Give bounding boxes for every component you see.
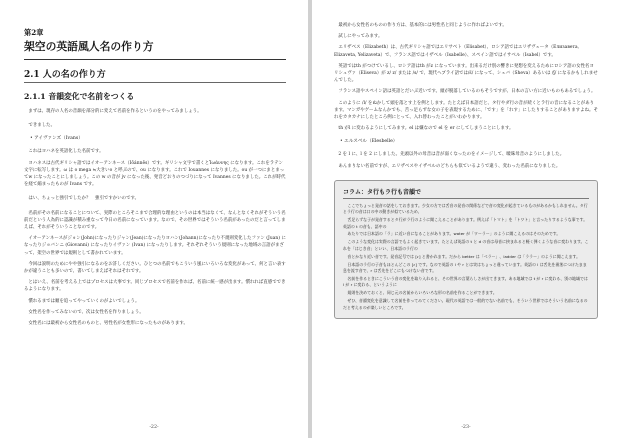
paragraph: まずは、現存の人名の音韻を部分的に変えて名前を作るというのをやってみましょう。 [28,109,202,114]
column-line: ここでちょっと発音の話をしておきます。少女の方では舌音の発音の関係などで音の変化が起きているものがあるかもしれません。タ行とラ行の音は口の中の動きが似ているため、 [343,202,588,215]
paragraph: 女性名を作ってみないので、次は女性名を作りましょう。 [28,309,144,315]
paragraph: 英語ではth がつけているし、ロシア語はth がz になっています。出来るだけ別の響きに発想を変えるためにロシア語の女性名ヨリシュヴァ（Eliseva）が z/ z/ または /s/ で、現代ヘブライ語では/ś/ になって、シェバ（Sheva）あるいは /ʃ/ になるかもしれませんでした。 [334,63,598,84]
column-line: 日本語のラ行の子音もほとんどこの [ɾ] です。なので英語の l や r とは実はちょっと違っています。英語の l は舌先を歯茎につけたまま息を流す音で、r は舌先をどこにもつけない音です。 [343,261,587,273]
paragraph: ヨハネスは古代ギリシャ語ではイオーアンネース（Iōánnēs）です。ギリシャ文字で書くとἸωάννης になります。これをラテン文字に転写します。ω は o mega ≒大きいo と呼ぶので、ou になります。これで Iouannes になりました。ou が一つにまとまってw になったことにしましょう。この w の音が jv になった後、発音どおりのつづりになって Ivannes になりました。これが時代を経て縮まったものが Ivans です。 [24,160,286,188]
paragraph: このように /l/ をぬかして頭を落とす上を例とします。たとえば日本語だと、タ行やダ行の音が続くとラ行の音になることがあります。マンガやゲームなんかでも、舌っ足らずな女の子を表現するために、「です」を「れす」にしたりすることがありますよね。それをカタカナにしたところ例にとって、入れ替わったことがいわかります。 [334,100,598,121]
paragraph: 女性名には最初から女性名のものと、男性名が女性形になったものがあります。 [28,321,188,327]
column-box [334,180,598,320]
paragraph: 名前がその名前になることについて、実際のところそこまで合理的な理由というのは本当はなくて、なんとなくそれがそういう名前だという人為的に認識が積み重なって今日の名前になっています。なので、その世界ではそういう名前があったのだと言ってしまえば、それがそういうことなのです。 [24,210,286,231]
section-rule [24,82,286,83]
column-rule [343,198,589,199]
paragraph: これはヨハネを英語化した名前です。 [28,149,104,155]
column-title: コラム：タ行もラ行も音韻で [343,188,421,196]
paragraph: はい、ちょっと強引でしたか？ 強引ですかいのです。 [28,196,140,202]
paragraph: イオーアンネースがジョン(John)になったりジャン(Jean)になったりヨハン(Johann)になったり不規則変化したファン (Juan) になったりジョバンニ (Giovanni) になったりイヴァン (Ivan) になったりします。それぞれそういう規則になった地域の言語がまざって、架空の世界では規則として書かれています。 [24,236,286,256]
bullet-item: • アイヴァンズ（Ivans） [30,136,83,142]
bullet-item: • エルスベル（Elesbelle） [340,139,398,145]
paragraph: 慣れるまでは順を追ってやっていくのがよいでしょう。 [28,298,140,304]
paragraph: あんまりない名前ですが、エリザベスやイザベルのどちらも似ているようで違う、変わった名前になりました。 [338,163,561,169]
subsection-heading: 2.1.1 音韻変化で名前をつくる [24,92,135,101]
page-number: -23- [461,425,471,430]
column-line: 名前を作るときにこういう音の変化を取り入れると、その世界の言葉らしさが出てきます。ある地域では t が r に変わる、別の地域では l が r に変わる、というように [343,275,588,288]
column-line: 舌足らずな子が発音するとタ行がラ行のように聞こえることがあります。例えば「トマト」を「トワト」と言ったりするような事です。英語の t の音も、語中の [343,217,588,229]
column-line: 音とかなり近い音です。発音記号では [ɾ] と書かれます。だから better は「ベラー」、ladder は「ララー」のように聞こえます。 [347,253,581,259]
column-line: 規則を決めておくと、同じ元の名前からいろいろな形の名前を作ることができます。 [347,290,497,296]
page-number: -22- [149,425,159,430]
paragraph: 試しにやってみます。 [338,34,383,40]
paragraph: できました。 [28,123,56,129]
chapter-title: 架空の英語風人名の作り方 [24,40,154,53]
column-line: このような変化は実際の言語でもよく起きています。たとえば英語の t と d の音は母音に挟まれると軽く弾くような音に変わります。これを「はじき音」といい、日本語のラ行の [343,239,589,251]
section-heading: 2.1 人の名の作り方 [24,70,106,80]
left-page [0,0,308,438]
column-line: ぜひ、音韻変化を意識して名前を作ってみてください。現代の英語では一般的でない名前でも、そういう世界ではそういう名前になるのだと考えるのが楽しいところです。 [343,298,588,310]
paragraph: 2 を l に、l を 2 にしました。先頭以外の母音は音が弱くなったのをイメージして、曖昧母音のようにしました。 [338,152,565,158]
paragraph: エリザベス（Elizabeth）は、古代ギリシャ語ではエリサベト（Elisabet）、ロシア語ではエリザヴェータ（Елизавета, Elizaveta, Yelizaveta）で、フランス語ではイザベル（Isabelle）、スペイン語ではイサベル（Isabel）です。 [334,45,580,58]
chapter-label: 第2章 [24,28,44,37]
paragraph: フランス語やスペイン語は英語とだいぶ近いです。頭が脱落しているのもそうですが、日本の言い方に近いものもあるでしょう。 [338,89,596,95]
paragraph: 最初から女性名のものの作り方は、基本的には男性名と同じように作ればよいです。 [338,23,507,28]
right-page [312,0,620,438]
paragraph: とはいえ、名前を考える上ではプロセスは大事です。同じプロセスで名前を作れば、名前に統一感が出ます。慣れれば直感でできるようになります。 [24,280,286,293]
column-line: あたりでは日本語の「ラ」に近い音になることがあります。water が「ワーラー」のように聞こえるのはそのためです。 [347,231,561,237]
paragraph: 今回は説明のためにやや強引になるのをお許しください。ひとつの名前でもこういう風にいろいろな変化があって、何と言い表すかが違うことも多いので、書いてしまえばそれはそれです。 [24,261,286,275]
paragraph: th がl に変わるようにしてみます。el は嫌なので el を er にしてしまうことにします。 [338,126,514,132]
title-rule [24,59,286,60]
